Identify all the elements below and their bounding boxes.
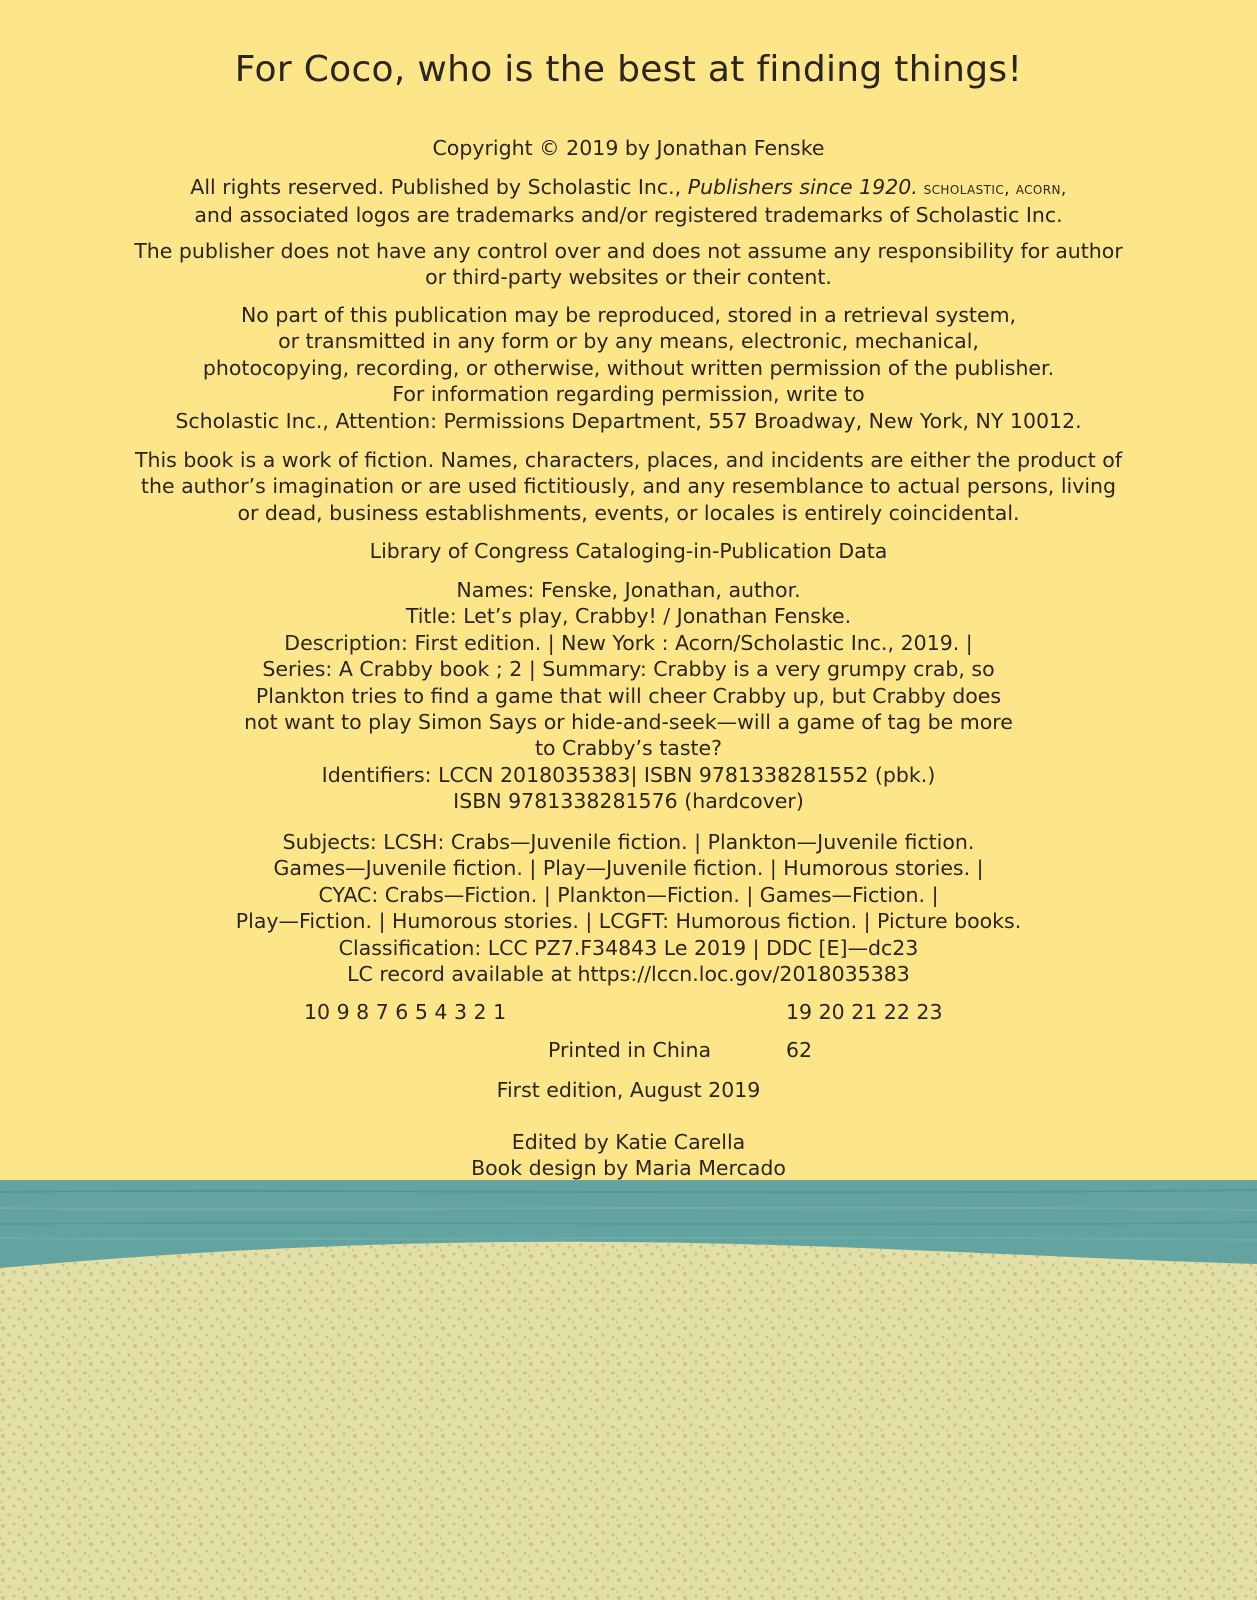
subjects-data xyxy=(0,829,1257,987)
print-number-line: 10 9 8 7 6 5 4 3 2 1 xyxy=(304,1000,507,1024)
catalog-line: ISBN 9781338281576 (hardcover) xyxy=(453,789,804,814)
lc-record-line: LC record available at https://lccn.loc.gov/2018035383 xyxy=(347,962,910,987)
catalog-line: Identifiers: LCCN 2018035383| ISBN 9781338281552 (pbk.) xyxy=(321,762,936,787)
fiction-line: This book is a work of fiction. Names, characters, places, and incidents are either the product of xyxy=(134,448,1123,472)
editor-credit: Edited by Katie Carella xyxy=(511,1130,746,1154)
disclaimer-line: The publisher does not have any control over and does not assume any responsibility for author xyxy=(134,239,1123,263)
loc-heading-text: Library of Congress Cataloging-in-Publication Data xyxy=(369,539,888,563)
copyright-line xyxy=(0,135,1257,161)
designer-credit: Book design by Maria Mercado xyxy=(471,1156,786,1181)
catalog-line: Plankton tries to find a game that will cheer Crabby up, but Crabby does xyxy=(255,683,1002,708)
fiction-line: or dead, business establishments, events, or locales is entirely coincidental. xyxy=(237,500,1020,525)
reproduction-line: No part of this publication may be reproduced, stored in a retrieval system, xyxy=(240,303,1017,327)
rights-text: All rights reserved. Published by Scholastic Inc., xyxy=(190,175,688,199)
reproduction-notice xyxy=(0,302,1257,434)
catalog-line: not want to play Simon Says or hide-and-seek—will a game of tag be more xyxy=(244,710,1013,735)
dedication: For Coco, who is the best at finding things! xyxy=(234,49,1023,90)
subjects-line: CYAC: Crabs—Fiction. | Plankton—Fiction. | Games—Fiction. | xyxy=(318,882,939,907)
print-code: 62 xyxy=(786,1038,813,1062)
rights-notice xyxy=(0,174,1257,229)
reproduction-line: photocopying, recording, or otherwise, without written permission of the publisher. xyxy=(202,355,1055,380)
trademark-names: scholastic, acorn, xyxy=(917,179,1067,199)
fiction-line: the author’s imagination or are used fictitiously, and any resemblance to actual persons, living xyxy=(140,474,1117,499)
beach-illustration xyxy=(0,1180,1257,1600)
subjects-line: Subjects: LCSH: Crabs—Juvenile fiction. | Plankton—Juvenile fiction. xyxy=(282,830,975,854)
reproduction-line: Scholastic Inc., Attention: Permissions Department, 557 Broadway, New York, NY 10012. xyxy=(175,408,1082,433)
publisher-motto: Publishers since 1920. xyxy=(687,175,918,199)
year-line: 19 20 21 22 23 xyxy=(786,1000,943,1024)
rights-line-2: and associated logos are trademarks and/or registered trademarks of Scholastic Inc. xyxy=(194,203,1063,228)
catalog-line: Title: Let’s play, Crabby! / Jonathan Fenske. xyxy=(405,604,852,629)
edition-text: First edition, August 2019 xyxy=(496,1078,761,1102)
catalog-line: Description: First edition. | New York : Acorn/Scholastic Inc., 2019. | xyxy=(284,630,973,655)
catalog-data xyxy=(0,577,1257,815)
reproduction-line: or transmitted in any form or by any means, electronic, mechanical, xyxy=(278,329,979,354)
subjects-line: Games—Juvenile fiction. | Play—Juvenile fiction. | Humorous stories. | xyxy=(273,856,984,881)
reproduction-line: For information regarding permission, write to xyxy=(392,382,865,407)
publisher-disclaimer xyxy=(0,238,1257,291)
printed-in: Printed in China xyxy=(548,1038,712,1062)
subjects-line: Classification: LCC PZ7.F34843 Le 2019 | DDC [E]—dc23 xyxy=(338,935,919,960)
rights-line-1 xyxy=(0,174,1257,202)
disclaimer-line: or third-party websites or their content. xyxy=(425,265,832,290)
catalog-line: Names: Fenske, Jonathan, author. xyxy=(456,578,801,602)
catalog-line: to Crabby’s taste? xyxy=(534,736,723,761)
copyright-text: Copyright © 2019 by Jonathan Fenske xyxy=(432,136,825,160)
catalog-line: Series: A Crabby book ; 2 | Summary: Crabby is a very grumpy crab, so xyxy=(262,657,995,682)
credits xyxy=(0,1129,1257,1182)
fiction-notice xyxy=(0,447,1257,526)
edition-line xyxy=(0,1077,1257,1103)
loc-heading xyxy=(0,538,1257,564)
subjects-line: Play—Fiction. | Humorous stories. | LCGFT: Humorous fiction. | Picture books. xyxy=(235,909,1022,934)
